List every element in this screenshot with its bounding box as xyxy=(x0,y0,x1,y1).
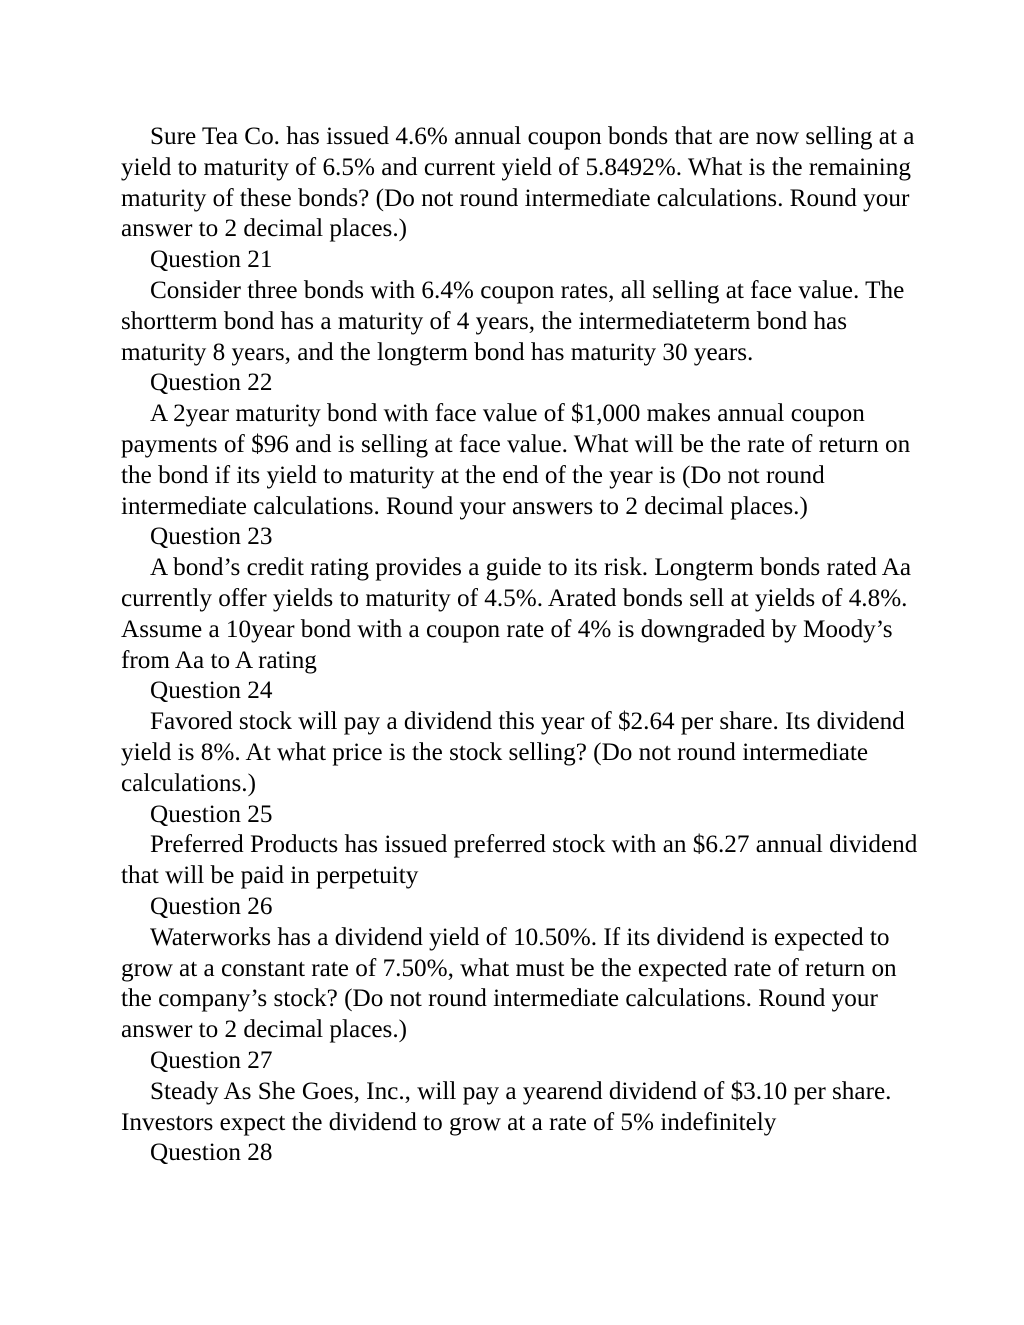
question-label: Question 22 xyxy=(150,369,273,397)
question-paragraph: A 2year maturity bond with face value of $1,000 makes annual coupon payments of $96 and is selling at face value. What will be the rate of return on the bond if its yield to maturity at the end of the year is (Do not round intermediate calculations. Round your answers to 2 decimal places.) xyxy=(121,400,911,520)
question-label: Question 28 xyxy=(150,1139,273,1167)
question-paragraph: Steady As She Goes, Inc., will pay a yearend dividend of $3.10 per share. Investors expect the dividend to grow at a rate of 5% indefinitely xyxy=(121,1077,892,1136)
question-label: Question 25 xyxy=(150,800,273,828)
question-label: Question 26 xyxy=(150,892,273,920)
question-label: Question 23 xyxy=(150,523,273,551)
question-paragraph: Waterworks has a dividend yield of 10.50%. If its dividend is expected to grow at a constant rate of 7.50%, what must be the expected rate of return on the company’s stock? (Do not round intermediate calculations. Round your answer to 2 decimal places.) xyxy=(121,923,897,1044)
question-paragraph: Consider three bonds with 6.4% coupon rates, all selling at face value. The shortterm bond has a maturity of 4 years, the intermediateterm bond has maturity 8 years, and the longterm bond has maturity 30 years. xyxy=(121,276,905,366)
question-label: Question 21 xyxy=(150,246,273,274)
question-paragraph: Favored stock will pay a dividend this year of $2.64 per share. Its dividend yield is 8%. At what price is the stock selling? (Do not round intermediate calculations.) xyxy=(121,708,905,797)
question-paragraph: A bond’s credit rating provides a guide to its risk. Longterm bonds rated Aa currently offer yields to maturity of 4.5%. Arated bonds sell at yields of 4.8%. Assume a 10year bond with a coupon rate of 4% is downgraded by Moody’s from Aa to A rating xyxy=(121,554,912,674)
question-label: Question 24 xyxy=(150,677,273,705)
question-label: Question 27 xyxy=(150,1046,273,1074)
question-paragraph: Sure Tea Co. has issued 4.6% annual coupon bonds that are now selling at a yield to maturity of 6.5% and current yield of 5.8492%. What is the remaining maturity of these bonds? (Do not round intermediate calculations. Round your answer to 2 decimal places.) xyxy=(121,123,915,243)
question-paragraph: Preferred Products has issued preferred stock with an $6.27 annual dividend that will be paid in perpetuity xyxy=(121,831,918,890)
document-body xyxy=(121,122,921,1169)
